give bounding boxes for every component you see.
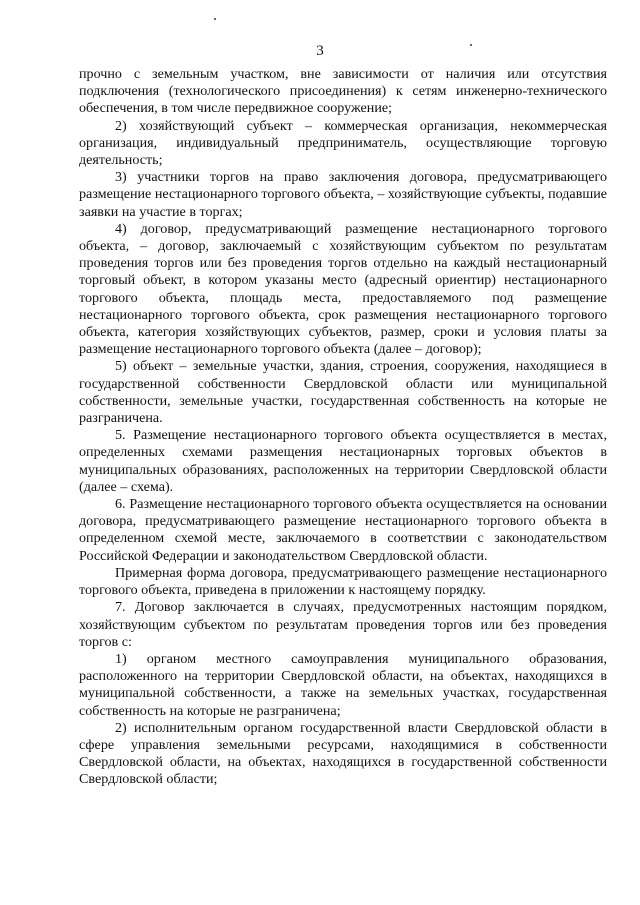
document-body — [79, 66, 607, 789]
page-number: 3 — [316, 43, 324, 59]
paragraph-continuation: прочно с земельным участком, вне зависимости от наличия или отсутствия подключения (технологического присоединения) к сетям инженерно-технического обеспечения, в том числе передвижное сооружение; — [79, 66, 607, 117]
paragraph-item-4: 4) договор, предусматривающий размещение нестационарного торгового объекта, – договор, заключаемый с хозяйствующим субъектом по результатам проведения торгов или без проведения торгов отдельно на каждый нестационарный торговый объект, в котором указаны место (адресный ориентир) нестационарного торгового объекта, площадь места, предоставляемого под размещение нестационарного торгового объекта, срок размещения нестационарного торгового объекта, категория хозяйствующих субъектов, размер, сроки и условия платы за размещение нестационарного торгового объекта (далее – договор); — [79, 220, 607, 358]
scan-speck — [214, 18, 216, 20]
paragraph-subitem-1: 1) органом местного самоуправления муниципального образования, расположенного на территории Свердловской области, на объектах, находящихся в муниципальной собственности, а также на земельных участках, государственная собственность на которые не разграничена; — [79, 650, 607, 719]
paragraph-subitem-2: 2) исполнительным органом государственной власти Свердловской области в сфере управления земельными ресурсами, находящимися в собственности Свердловской области, на объектах, находящихся в государственной собственности Свердловской области; — [79, 719, 607, 788]
paragraph-section-6: 6. Размещение нестационарного торгового объекта осуществляется на основании договора, предусматривающего размещение нестационарного торгового объекта в определенном схемой месте, заключаемого в соответствии с законодательством Российской Федерации и законодательством Свердловской области. — [79, 496, 607, 564]
paragraph-item-5: 5) объект – земельные участки, здания, строения, сооружения, находящиеся в государственной собственности Свердловской области или муниципальной собственности, земельные участки, государственная собственность на которые не разграничена. — [79, 358, 607, 427]
paragraph-item-2: 2) хозяйствующий субъект – коммерческая организация, некоммерческая организация, индивидуальный предприниматель, осуществляющие торговую деятельность; — [79, 117, 607, 169]
paragraph-item-3: 3) участники торгов на право заключения договора, предусматривающего размещение нестационарного торгового объекта, – хозяйствующие субъекты, подавшие заявки на участие в торгах; — [79, 169, 607, 220]
paragraph-section-7: 7. Договор заключается в случаях, предусмотренных настоящим порядком, хозяйствующим субъектом по результатам проведения торгов или без проведения торгов с: — [79, 599, 607, 650]
paragraph-section-5: 5. Размещение нестационарного торгового объекта осуществляется в местах, определенных схемами размещения нестационарных торговых объектов в муниципальных образованиях, расположенных на территории Свердловской области (далее – схема). — [79, 427, 607, 495]
paragraph-sample-form: Примерная форма договора, предусматривающего размещение нестационарного торгового объекта, приведена в приложении к настоящему порядку. — [79, 564, 607, 599]
